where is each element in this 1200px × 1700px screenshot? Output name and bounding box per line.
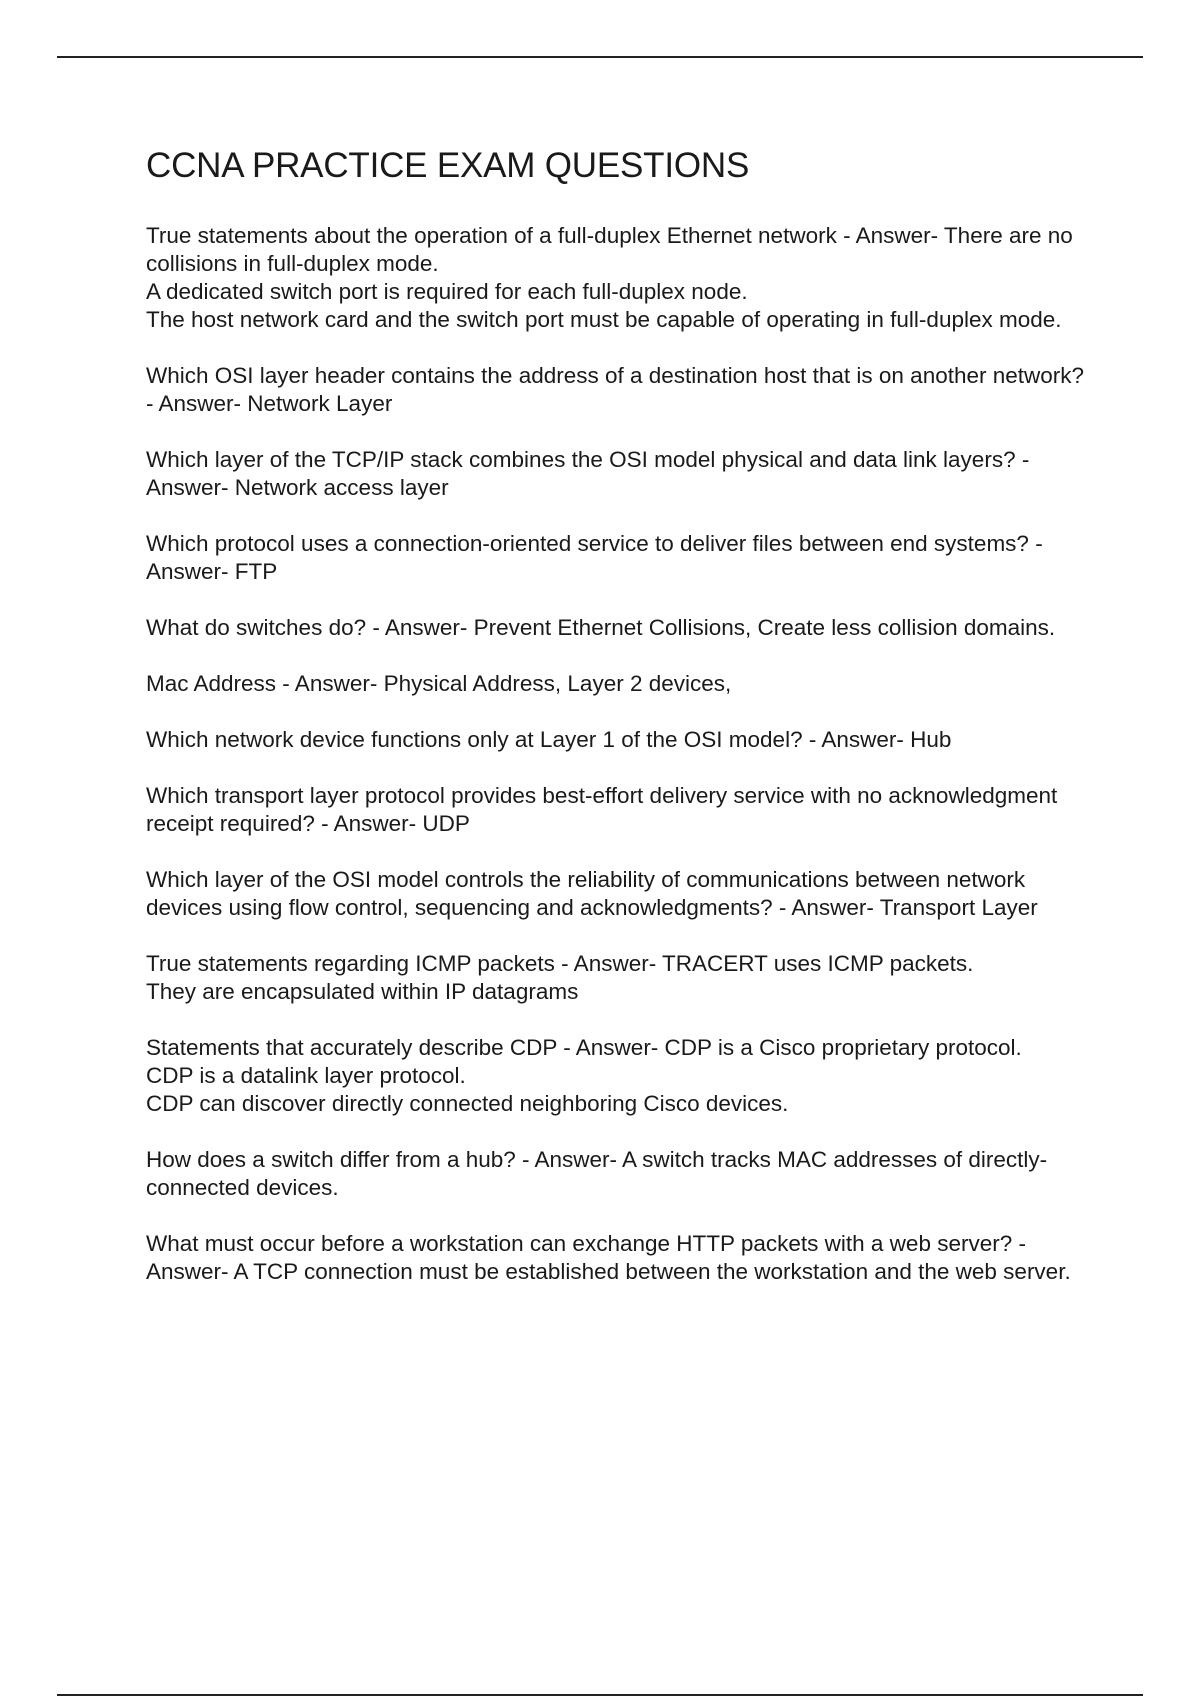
footer-rule bbox=[57, 1694, 1143, 1696]
qa-line: What must occur before a workstation can exchange HTTP packets with a web server? - Answer- A TCP connection must be established between the workstation and the web server. bbox=[146, 1231, 1071, 1284]
qa-entry bbox=[146, 1146, 1086, 1202]
qa-entry bbox=[146, 530, 1086, 586]
qa-line: True statements about the operation of a full-duplex Ethernet network - Answer- There are no collisions in full-duplex mode. bbox=[146, 223, 1073, 276]
qa-entry bbox=[146, 1034, 1086, 1118]
qa-line: Mac Address - Answer- Physical Address, Layer 2 devices, bbox=[146, 671, 732, 696]
qa-entry bbox=[146, 950, 1086, 1006]
qa-line: True statements regarding ICMP packets - Answer- TRACERT uses ICMP packets. bbox=[146, 951, 974, 976]
qa-line: Which network device functions only at Layer 1 of the OSI model? - Answer- Hub bbox=[146, 727, 952, 752]
qa-entry bbox=[146, 446, 1086, 502]
qa-line: Which OSI layer header contains the address of a destination host that is on another network? - Answer- Network Layer bbox=[146, 363, 1085, 416]
qa-entry bbox=[146, 362, 1086, 418]
qa-entry bbox=[146, 670, 1086, 698]
qa-entry bbox=[146, 1230, 1086, 1286]
qa-entry bbox=[146, 782, 1086, 838]
qa-entry bbox=[146, 614, 1086, 642]
qa-line: CDP can discover directly connected neighboring Cisco devices. bbox=[146, 1091, 789, 1116]
qa-line: The host network card and the switch port must be capable of operating in full-duplex mode. bbox=[146, 307, 1062, 332]
qa-line: Which transport layer protocol provides best-effort delivery service with no acknowledgment receipt required? - Answer- UDP bbox=[146, 783, 1058, 836]
qa-line: Statements that accurately describe CDP - Answer- CDP is a Cisco proprietary protocol. bbox=[146, 1035, 1022, 1060]
document-title: CCNA PRACTICE EXAM QUESTIONS bbox=[146, 146, 750, 185]
qa-line: Which protocol uses a connection-oriented service to deliver files between end systems? - Answer- FTP bbox=[146, 531, 1043, 584]
qa-line: They are encapsulated within IP datagrams bbox=[146, 979, 579, 1004]
qa-line: A dedicated switch port is required for each full-duplex node. bbox=[146, 279, 748, 304]
qa-entry bbox=[146, 222, 1086, 334]
document-body bbox=[146, 144, 1086, 1314]
qa-line: Which layer of the TCP/IP stack combines the OSI model physical and data link layers? - Answer- Network access layer bbox=[146, 447, 1030, 500]
qa-line: How does a switch differ from a hub? - Answer- A switch tracks MAC addresses of directly-connected devices. bbox=[146, 1147, 1048, 1200]
qa-line: CDP is a datalink layer protocol. bbox=[146, 1063, 466, 1088]
qa-entry bbox=[146, 726, 1086, 754]
qa-line: Which layer of the OSI model controls the reliability of communications between network devices using flow control, sequencing and acknowledgments? - Answer- Transport Layer bbox=[146, 867, 1038, 920]
header-rule bbox=[57, 56, 1143, 58]
qa-line: What do switches do? - Answer- Prevent Ethernet Collisions, Create less collision domains. bbox=[146, 615, 1056, 640]
qa-entry bbox=[146, 866, 1086, 922]
